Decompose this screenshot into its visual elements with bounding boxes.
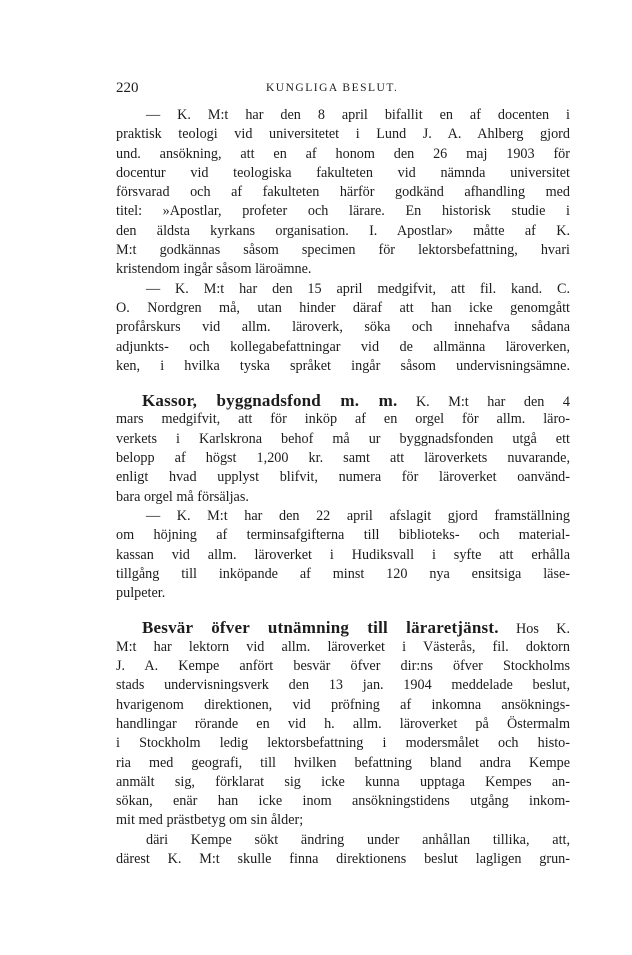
text-line: und. ansökning, att en af honom den 26 maj 1903 för <box>116 145 570 162</box>
text-line: adjunkts- och kollegabefattningar vid de allmänna läroverken, <box>116 338 570 355</box>
section-lektorsbefattning <box>116 106 570 376</box>
text-line: docentur vid teologiska fakulteten vid nämnda universitet <box>116 164 570 181</box>
running-head <box>116 72 570 94</box>
text-line: därest K. M:t skulle finna direktionens beslut lagligen grun- <box>116 850 570 867</box>
text-line: belopp af högst 1,200 kr. samt att läroverkets nuvarande, <box>116 450 570 467</box>
running-title: KUNGLIGA BESLUT. <box>266 82 399 94</box>
text-fragment: K. M:t har den 4 <box>415 394 570 411</box>
text-line: däri Kempe sökt ändring under anhållan tillika, att, <box>146 831 570 848</box>
text-line: — K. M:t har den 15 april medgifvit, att fil. kand. C. <box>146 280 570 297</box>
text-line: försvarad och af fakulteten härför godkänd afhandling med <box>116 184 570 201</box>
page-number: 220 <box>116 80 139 96</box>
text-line: O. Nordgren må, utan hinder däraf att han icke genomgått <box>116 299 570 316</box>
text-line: om höjning af terminsafgifterna till biblioteks- och material- <box>116 527 570 544</box>
text-line: verkets i Karlskrona behof må ur byggnadsfonden utgå ett <box>116 430 570 447</box>
text-line: handlingar rörande en vid h. allm. läroverket på Östermalm <box>116 715 570 732</box>
text-line: M:t har lektorn vid allm. läroverket i Västerås, fil. doktorn <box>116 638 570 655</box>
text-line: mit med prästbetyg om sin ålder; <box>116 812 304 829</box>
text-line: pulpeter. <box>116 585 166 602</box>
section-first-line <box>116 618 570 637</box>
text-line: enligt hvad upplyst blifvit, numera för läroverket oanvänd- <box>116 469 570 486</box>
text-line: hvarigenom direktionen, vid pröfning af inkomna ansöknings- <box>116 696 570 713</box>
text-line: praktisk teologi vid universitetet i Lund J. A. Ahlberg gjord <box>116 126 570 143</box>
text-line: stads undervisningsverk den 13 jan. 1904 meddelade beslut, <box>116 677 570 694</box>
text-line: i Stockholm ledig lektorsbefattning i modersmålet och histo- <box>116 735 570 752</box>
text-line: J. A. Kempe anfört besvär öfver dir:ns öfver Stockholms <box>116 658 570 675</box>
page-body <box>116 106 570 869</box>
text-line: sökan, enär han icke inom ansökningstidens utgång inkom- <box>116 793 570 810</box>
text-line: kristendom ingår såsom läroämne. <box>116 261 312 278</box>
text-line: tillgång till inköpande af minst 120 nya ensitsiga läse- <box>116 565 570 582</box>
text-line: M:t godkännas såsom specimen för lektorsbefattning, hvari <box>116 242 570 259</box>
text-fragment: Hos K. <box>516 621 571 638</box>
section-heading: Besvär öfver utnämning till läraretjänst. <box>142 618 499 638</box>
text-line: titel: »Apostlar, profeter och lärare. En historisk studie i <box>116 203 570 220</box>
book-page <box>116 72 570 869</box>
text-line: kassan vid allm. läroverket i Hudiksvall i syfte att erhålla <box>116 546 570 563</box>
text-line: — K. M:t har den 8 april bifallit en af docenten i <box>146 107 570 123</box>
section-first-line <box>116 391 570 410</box>
text-line: mars medgifvit, att för inköp af en orgel för allm. läro- <box>116 411 570 428</box>
text-line: ria med geografi, till hvilken befattning bland andra Kempe <box>116 754 570 771</box>
text-line: — K. M:t har den 22 april afslagit gjord framställning <box>146 507 570 524</box>
text-line: den äldsta kyrkans organisation. I. Apostlar» måtte af K. <box>116 222 570 239</box>
text-line: anmält sig, förklarat sig icke kunna upptaga Kempes an- <box>116 773 570 790</box>
section-besvar <box>116 618 570 869</box>
text-line: bara orgel må försäljas. <box>116 488 249 505</box>
section-kassor <box>116 391 570 603</box>
section-heading: Kassor, byggnadsfond m. m. <box>142 391 398 411</box>
text-line: profårskurs vid allm. läroverk, söka och innehafva sådana <box>116 319 570 336</box>
text-line: ken, i hvilka tyska språket ingår såsom undervisningsämne. <box>116 357 570 374</box>
